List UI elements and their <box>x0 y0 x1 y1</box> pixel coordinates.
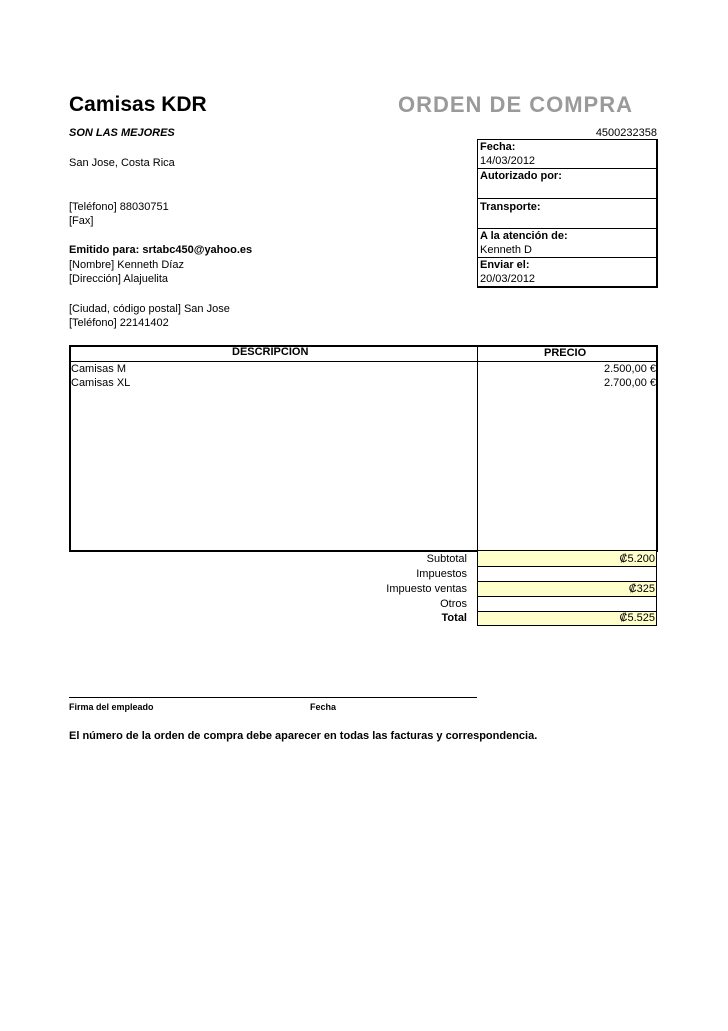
attention-label: A la atención de: <box>480 230 568 242</box>
col-description-header: DESCRIPCIÓN <box>232 346 309 358</box>
company-phone: [Teléfono] 88030751 <box>69 201 169 213</box>
issued-to-phone: [Teléfono] 22141402 <box>69 317 169 329</box>
taxes-label: Impuestos <box>416 568 467 580</box>
sales-tax-label: Impuesto ventas <box>386 583 467 595</box>
signature-date-label: Fecha <box>310 702 337 712</box>
footer-note: El número de la orden de compra debe aparecer en todas las facturas y correspondencia. <box>69 730 538 742</box>
total-label: Total <box>441 612 467 624</box>
date-value: 14/03/2012 <box>480 155 536 167</box>
issued-to-label: Emitido para: srtabc450@yahoo.es <box>69 244 253 256</box>
company-name: Camisas KDR <box>69 93 207 116</box>
ship-value: 20/03/2012 <box>480 273 536 285</box>
company-slogan: SON LAS MEJORES <box>69 127 175 139</box>
employee-signature-label: Firma del empleado <box>69 702 154 712</box>
other-label: Otros <box>440 598 467 610</box>
document-title: ORDEN DE COMPRA <box>398 92 634 117</box>
item-price: 2.500,00 € <box>604 363 656 375</box>
issued-to-city: [Ciudad, código postal] San Jose <box>69 303 230 315</box>
issued-to-name: [Nombre] Kenneth Díaz <box>69 259 184 271</box>
company-address: San Jose, Costa Rica <box>69 157 175 169</box>
transport-label: Transporte: <box>480 201 541 213</box>
company-fax: [Fax] <box>69 215 94 227</box>
authorized-label: Autorizado por: <box>480 170 562 182</box>
sales-tax-value: ₡325 <box>628 583 655 595</box>
item-description: Camisas M <box>71 363 127 375</box>
issued-to-address: [Dirección] Alajuelita <box>69 273 169 285</box>
item-price: 2.700,00 € <box>604 377 656 389</box>
date-label: Fecha: <box>480 141 516 153</box>
attention-value: Kenneth D <box>480 244 532 256</box>
item-description: Camisas XL <box>71 377 131 389</box>
col-price-header: PRECIO <box>544 347 587 359</box>
order-number: 4500232358 <box>595 127 657 139</box>
subtotal-label: Subtotal <box>426 553 467 565</box>
ship-label: Enviar el: <box>480 259 530 271</box>
total-value: ₡5.525 <box>619 612 655 624</box>
subtotal-value: ₡5.200 <box>619 553 655 565</box>
signature-line <box>69 697 477 698</box>
